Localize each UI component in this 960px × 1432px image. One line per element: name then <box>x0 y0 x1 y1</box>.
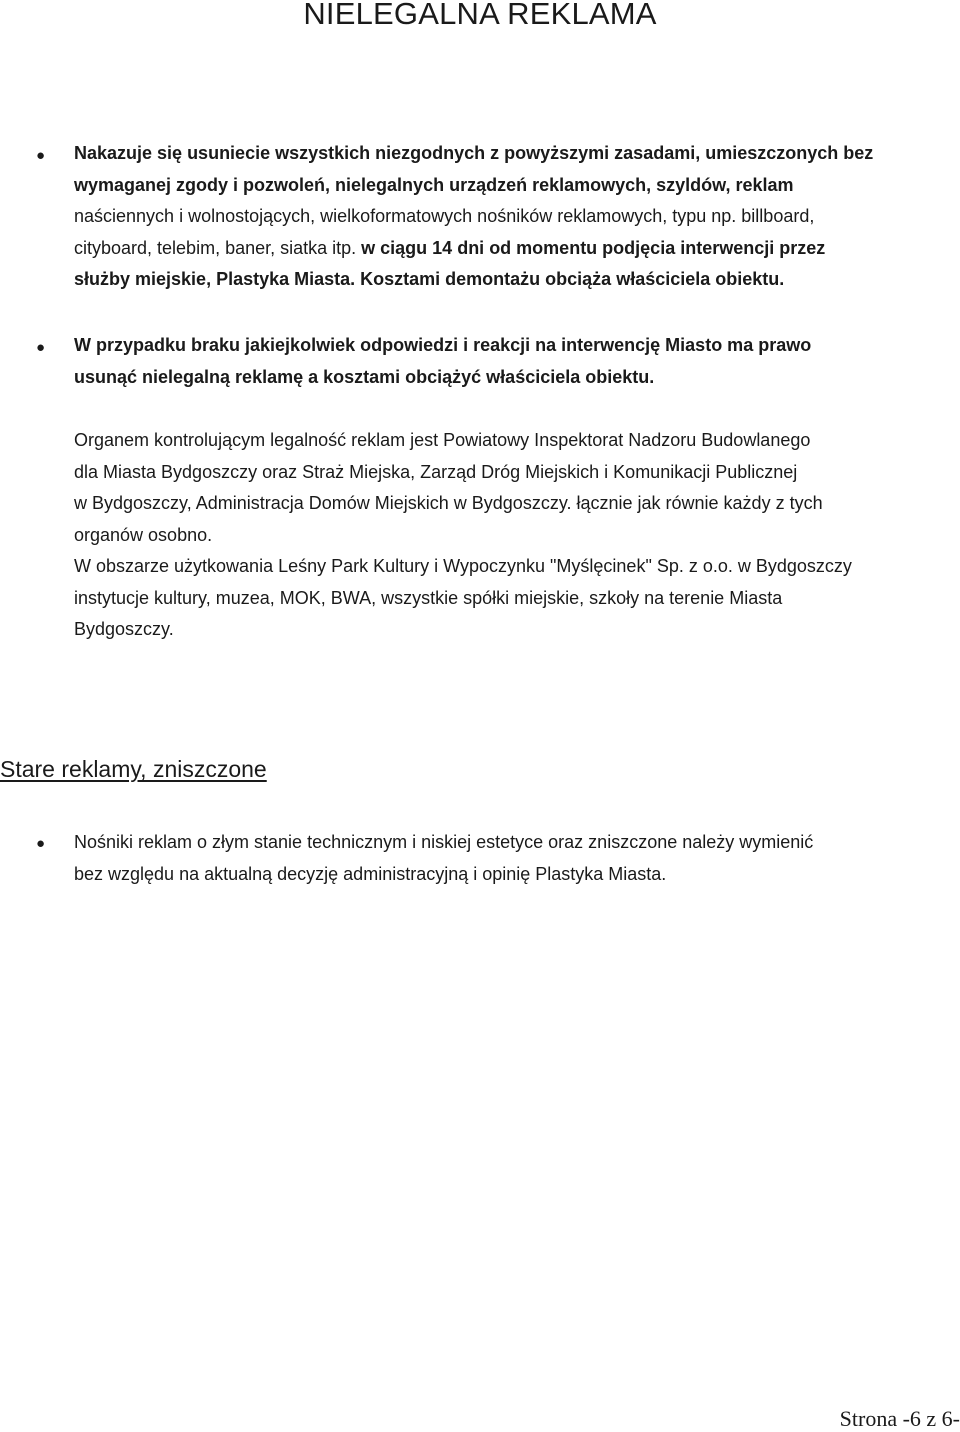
bullet-line: służby miejskie, Plastyka Miasta. Kosztami demontażu obciąża właściciela obiektu. <box>74 269 785 289</box>
bullet-line: wymaganej zgody i pozwoleń, nielegalnych urządzeń reklamowych, szyldów, reklam <box>74 174 794 195</box>
control-authority-paragraph <box>74 425 954 646</box>
bullet-line: naściennych i wolnostojących, wielkoformatowych nośników reklamowych, typu np. billboard, <box>74 206 815 226</box>
bullet-item-old-ads <box>74 827 954 890</box>
bullet-line-bold: w ciągu 14 dni od momentu podjęcia interwencji przez <box>356 237 826 258</box>
paragraph-line: w Bydgoszczy, Administracja Domów Miejskich w Bydgoszczy. łącznie jak równie każdy z tych <box>74 493 823 513</box>
page-title: NIELEGALNA REKLAMA <box>303 0 657 31</box>
paragraph-line: instytucje kultury, muzea, MOK, BWA, wszystkie spółki miejskie, szkoły na terenie Miasta <box>74 587 783 608</box>
bullet-line <box>74 233 954 265</box>
bullet-icon: ● <box>36 147 46 164</box>
bullet-line: usunąć nielegalną reklamę a kosztami obciążyć właściciela obiektu. <box>74 366 655 387</box>
bullet-line: bez względu na aktualną decyzję administracyjną i opinię Plastyka Miasta. <box>74 863 667 884</box>
section-heading: Stare reklamy, zniszczone <box>0 756 267 782</box>
paragraph-line: Bydgoszczy. <box>74 619 174 639</box>
bullet-line: W przypadku braku jakiejkolwiek odpowiedzi i reakcji na interwencję Miasto ma prawo <box>74 335 812 355</box>
bullet-line-normal: cityboard, telebim, baner, siatka itp. <box>74 237 357 258</box>
paragraph-line: Organem kontrolującym legalność reklam jest Powiatowy Inspektorat Nadzoru Budowlanego <box>74 430 811 450</box>
bullet-line: Nośniki reklam o złym stanie technicznym i niskiej estetyce oraz zniszczone należy wymienić <box>74 832 814 852</box>
bullet-item-city-removal <box>74 330 954 393</box>
paragraph-line: W obszarze użytkowania Leśny Park Kultury i Wypoczynku "Myślęcinek" Sp. z o.o. w Bydgoszczy <box>74 556 852 576</box>
page-number: Strona -6 z 6- <box>839 1406 960 1431</box>
bullet-item-illegal-ads <box>74 138 954 296</box>
paragraph-line: dla Miasta Bydgoszczy oraz Straż Miejska, Zarząd Dróg Miejskich i Komunikacji Publicznej <box>74 461 798 482</box>
bullet-icon: ● <box>36 339 46 356</box>
bullet-icon: ● <box>36 835 46 852</box>
paragraph-line: organów osobno. <box>74 524 213 545</box>
bullet-line: Nakazuje się usuniecie wszystkich niezgodnych z powyższymi zasadami, umieszczonych bez <box>74 143 874 163</box>
